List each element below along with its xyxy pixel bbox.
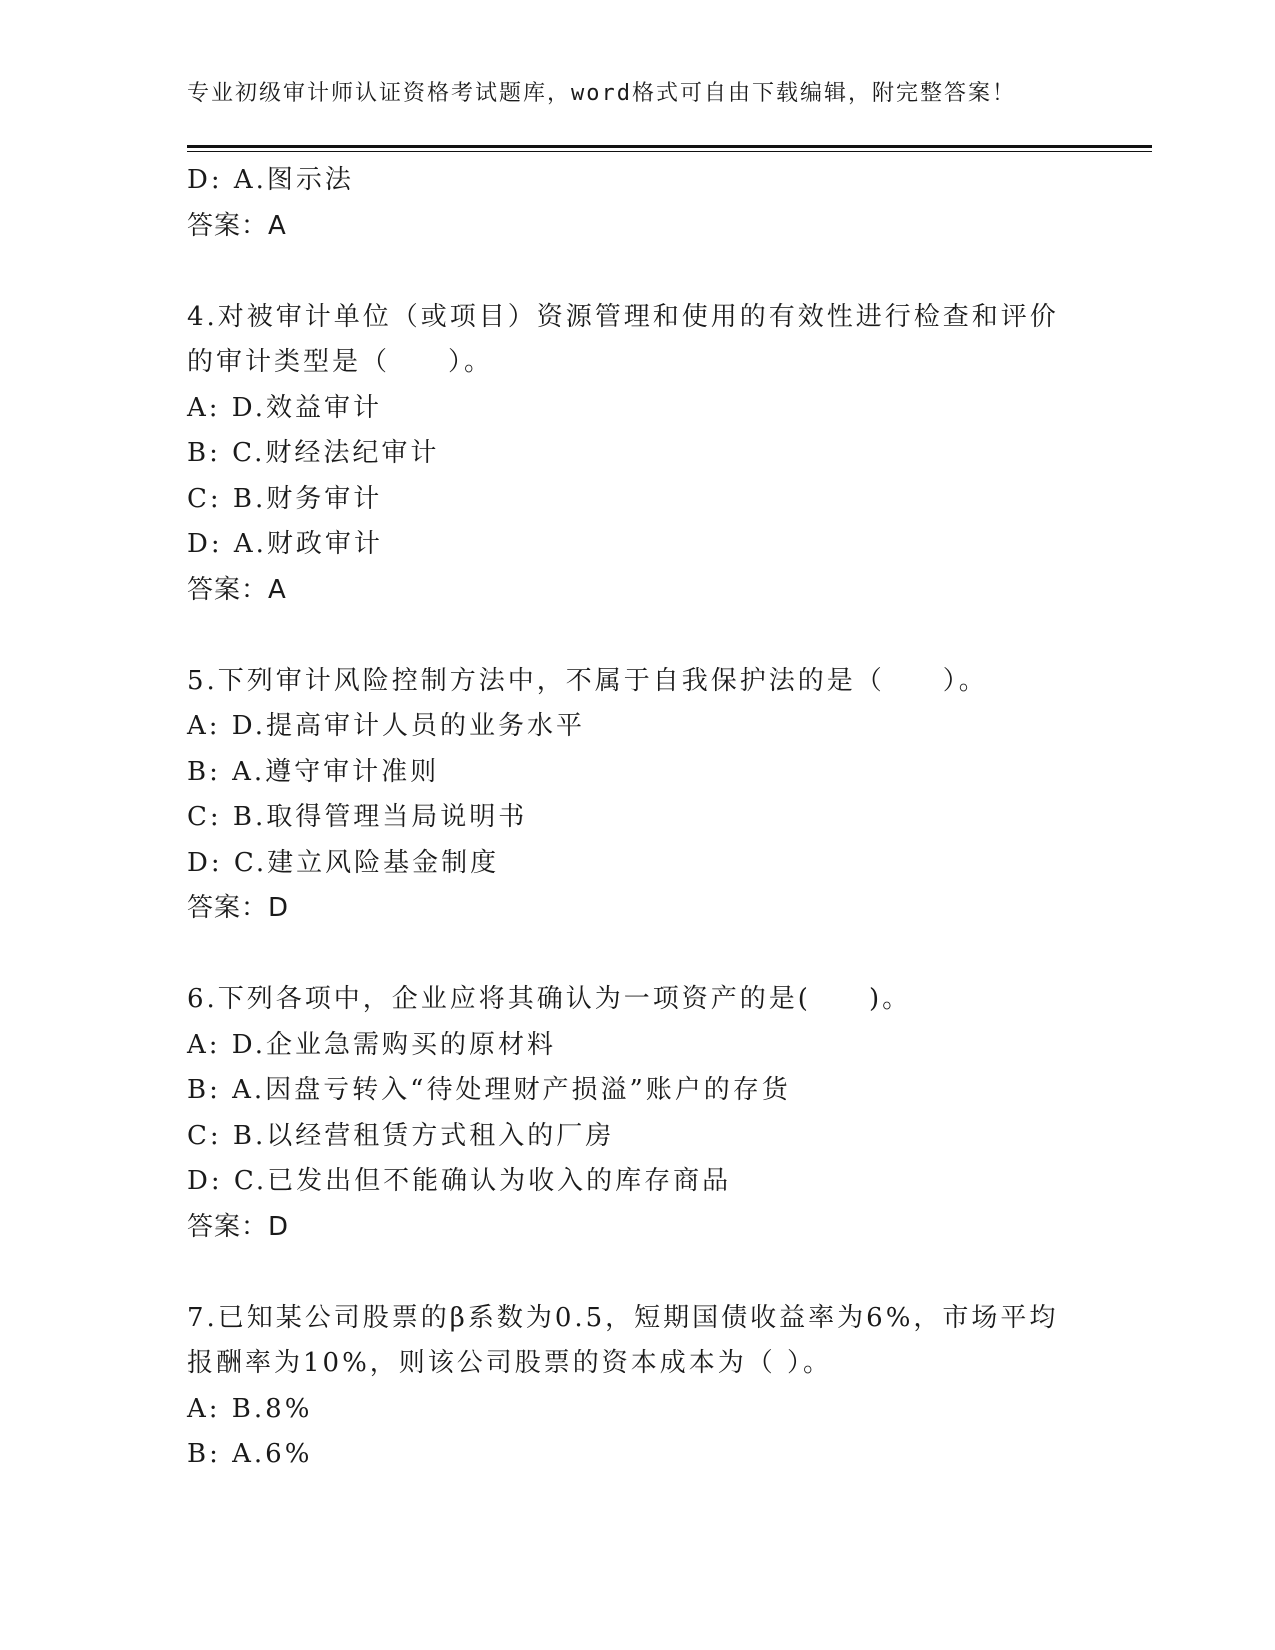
- header-rule-thin: [187, 151, 1152, 152]
- option-d: D: C.建立风险基金制度: [187, 847, 500, 878]
- option-a: A: B.8%: [187, 1393, 313, 1424]
- question-stem: 的审计类型是（ ）。: [187, 347, 494, 377]
- question-stem: 6.下列各项中，企业应将其确认为一项资产的是( )。: [187, 984, 912, 1014]
- option-c: C: B.财务审计: [187, 483, 383, 514]
- option-d: D: A.财政审计: [187, 529, 383, 559]
- question-stem: 5.下列审计风险控制方法中，不属于自我保护法的是（ ）。: [187, 665, 988, 696]
- question-6: [187, 977, 1087, 1250]
- header-rule-thick: [187, 145, 1152, 148]
- question-gap: [187, 1250, 1087, 1296]
- option-a: A: D.提高审计人员的业务水平: [187, 711, 585, 741]
- answer-line: 答案：D: [187, 893, 290, 923]
- answer-line: 答案：A: [187, 574, 287, 605]
- option-c: C: B.取得管理当局说明书: [187, 802, 528, 832]
- option-c: C: B.以经营租赁方式租入的厂房: [187, 1120, 615, 1151]
- page-header: 专业初级审计师认证资格考试题库，word格式可自由下载编辑，附完整答案！: [187, 81, 1016, 106]
- document-body: [187, 158, 1087, 1478]
- question-gap: [187, 932, 1087, 978]
- question-5: [187, 659, 1087, 932]
- question-7: [187, 1296, 1087, 1478]
- question-gap: [187, 249, 1087, 295]
- option-a: A: D.效益审计: [187, 392, 382, 423]
- answer-line: 答案：A: [187, 210, 287, 241]
- answer-line: 答案：D: [187, 1211, 290, 1242]
- question-stem: 7.已知某公司股票的β系数为0.5，短期国债收益率为6%，市场平均: [187, 1302, 1059, 1333]
- question-stem: 4.对被审计单位（或项目）资源管理和使用的有效性进行检查和评价: [187, 301, 1059, 332]
- option-a: A: D.企业急需购买的原材料: [187, 1029, 556, 1060]
- option-d: D: A.图示法: [187, 165, 354, 195]
- question-gap: [187, 613, 1087, 659]
- question-stem: 报酬率为10%，则该公司股票的资本成本为（ ）。: [187, 1348, 833, 1378]
- option-b: B: A.因盘亏转入“待处理财产损溢”账户的存货: [187, 1075, 791, 1105]
- option-b: B: A.6%: [187, 1439, 313, 1469]
- option-b: B: C.财经法纪审计: [187, 438, 440, 468]
- option-d: D: C.已发出但不能确认为收入的库存商品: [187, 1166, 732, 1196]
- question-4: [187, 295, 1087, 614]
- option-b: B: A.遵守审计准则: [187, 756, 440, 787]
